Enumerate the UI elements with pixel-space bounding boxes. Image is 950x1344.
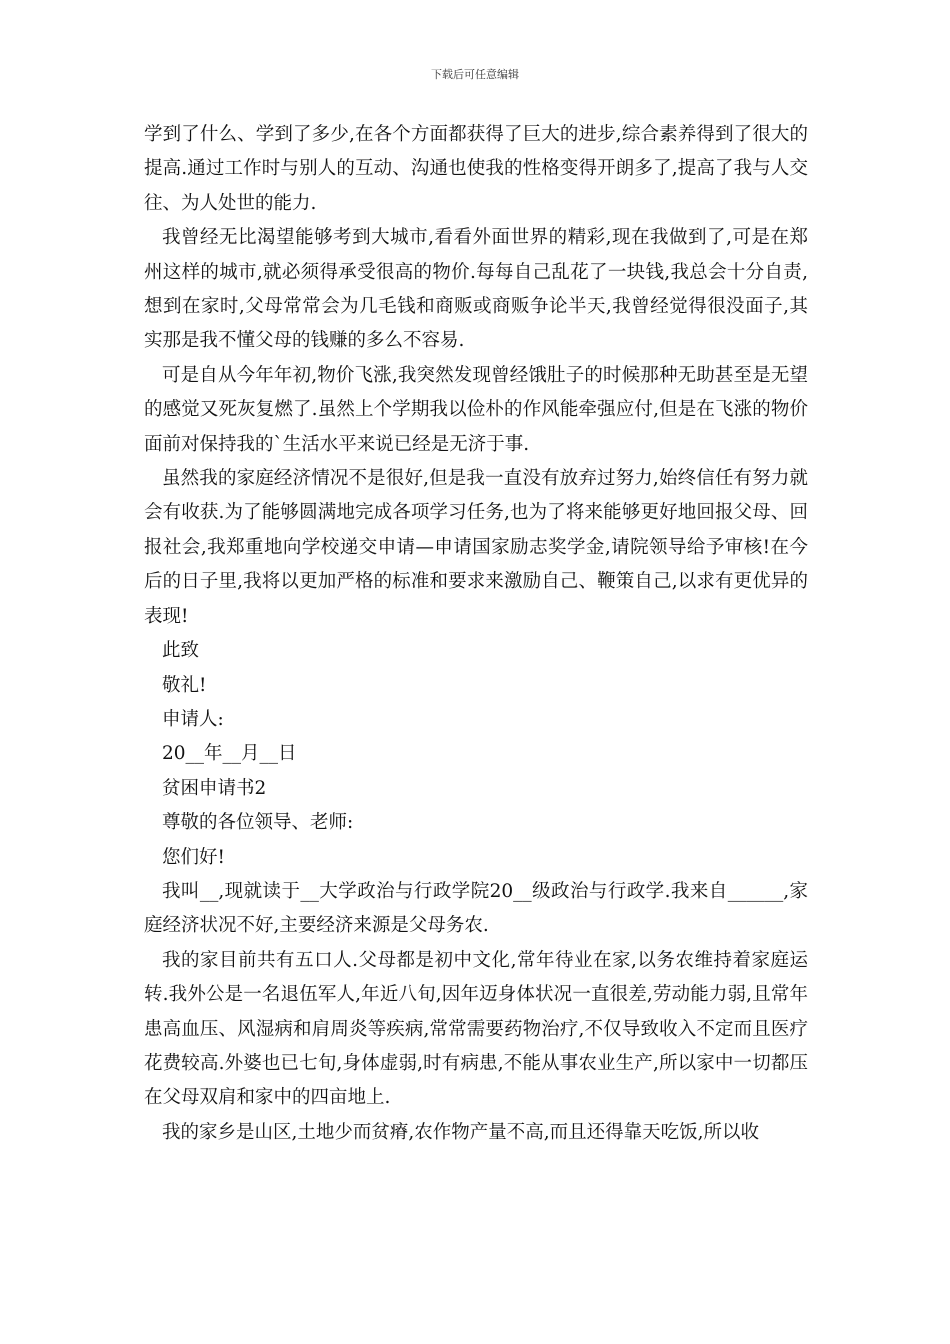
closing-line-1: 此致: [162, 640, 200, 662]
closing-line-2: 敬礼!: [162, 674, 207, 696]
date-line: 20__年__月__日: [162, 743, 297, 765]
paragraph-4: 虽然我的家庭经济情况不是很好,但是我一直没有放弃过努力,始终信任有努力就会有收获.为了能够圆满地完成各项学习任务,也为了将来能够更好地回报父母、回报社会,我郑重地向学校递交申请—申请国家励志奖学金,请院领导给予审核!在今后的日子里,我将以更加严格的标准和要求来激励自己、鞭策自己,以求有更优异的表现!: [144, 468, 808, 627]
applicant-line: 申请人:: [162, 708, 224, 730]
paragraph-2: 我曾经无比渴望能够考到大城市,看看外面世界的精彩,现在我做到了,可是在郑州这样的城市,就必须得承受很高的物价.每每自己乱花了一块钱,我总会十分自责,想到在家时,父母常常会为几毛钱和商贩或商贩争论半天,我曾经觉得很没面子,其实那是我不懂父母的钱赚的多么不容易.: [144, 227, 808, 352]
section-title: 贫困申请书2: [162, 777, 267, 799]
paragraph-5: 我叫__,现就读于__大学政治与行政学院20__级政治与行政学.我来自______,家庭经济状况不好,主要经济来源是父母务农.: [144, 880, 808, 937]
paragraph-1: 学到了什么、学到了多少,在各个方面都获得了巨大的进步,综合素养得到了很大的提高.通过工作时与别人的互动、沟通也使我的性格变得开朗多了,提高了我与人交往、为人处世的能力.: [144, 124, 808, 214]
salutation-line: 尊敬的各位领导、老师:: [162, 812, 354, 834]
greeting-line: 您们好!: [162, 846, 225, 868]
paragraph-7: 我的家乡是山区,土地少而贫瘠,农作物产量不高,而且还得靠天吃饭,所以收: [162, 1121, 760, 1143]
document-body: [144, 118, 808, 1150]
page-header-note: 下载后可任意编辑: [431, 68, 519, 81]
paragraph-3: 可是自从今年年初,物价飞涨,我突然发现曾经饿肚子的时候那种无助甚至是无望的感觉又死灰复燃了.虽然上个学期我以俭朴的作风能牵强应付,但是在飞涨的物价面前对保持我的`生活水平来说已经是无济于事.: [144, 364, 808, 455]
paragraph-6: 我的家目前共有五口人.父母都是初中文化,常年待业在家,以务农维持着家庭运转.我外公是一名退伍军人,年近八旬,因年迈身体状况一直很差,劳动能力弱,且常年患高血压、风湿病和肩周炎等疾病,常常需要药物治疗,不仅导致收入不定而且医疗花费较高.外婆也已七旬,身体虚弱,时有病患,不能从事农业生产,所以家中一切都压在父母双肩和家中的四亩地上.: [144, 949, 808, 1109]
